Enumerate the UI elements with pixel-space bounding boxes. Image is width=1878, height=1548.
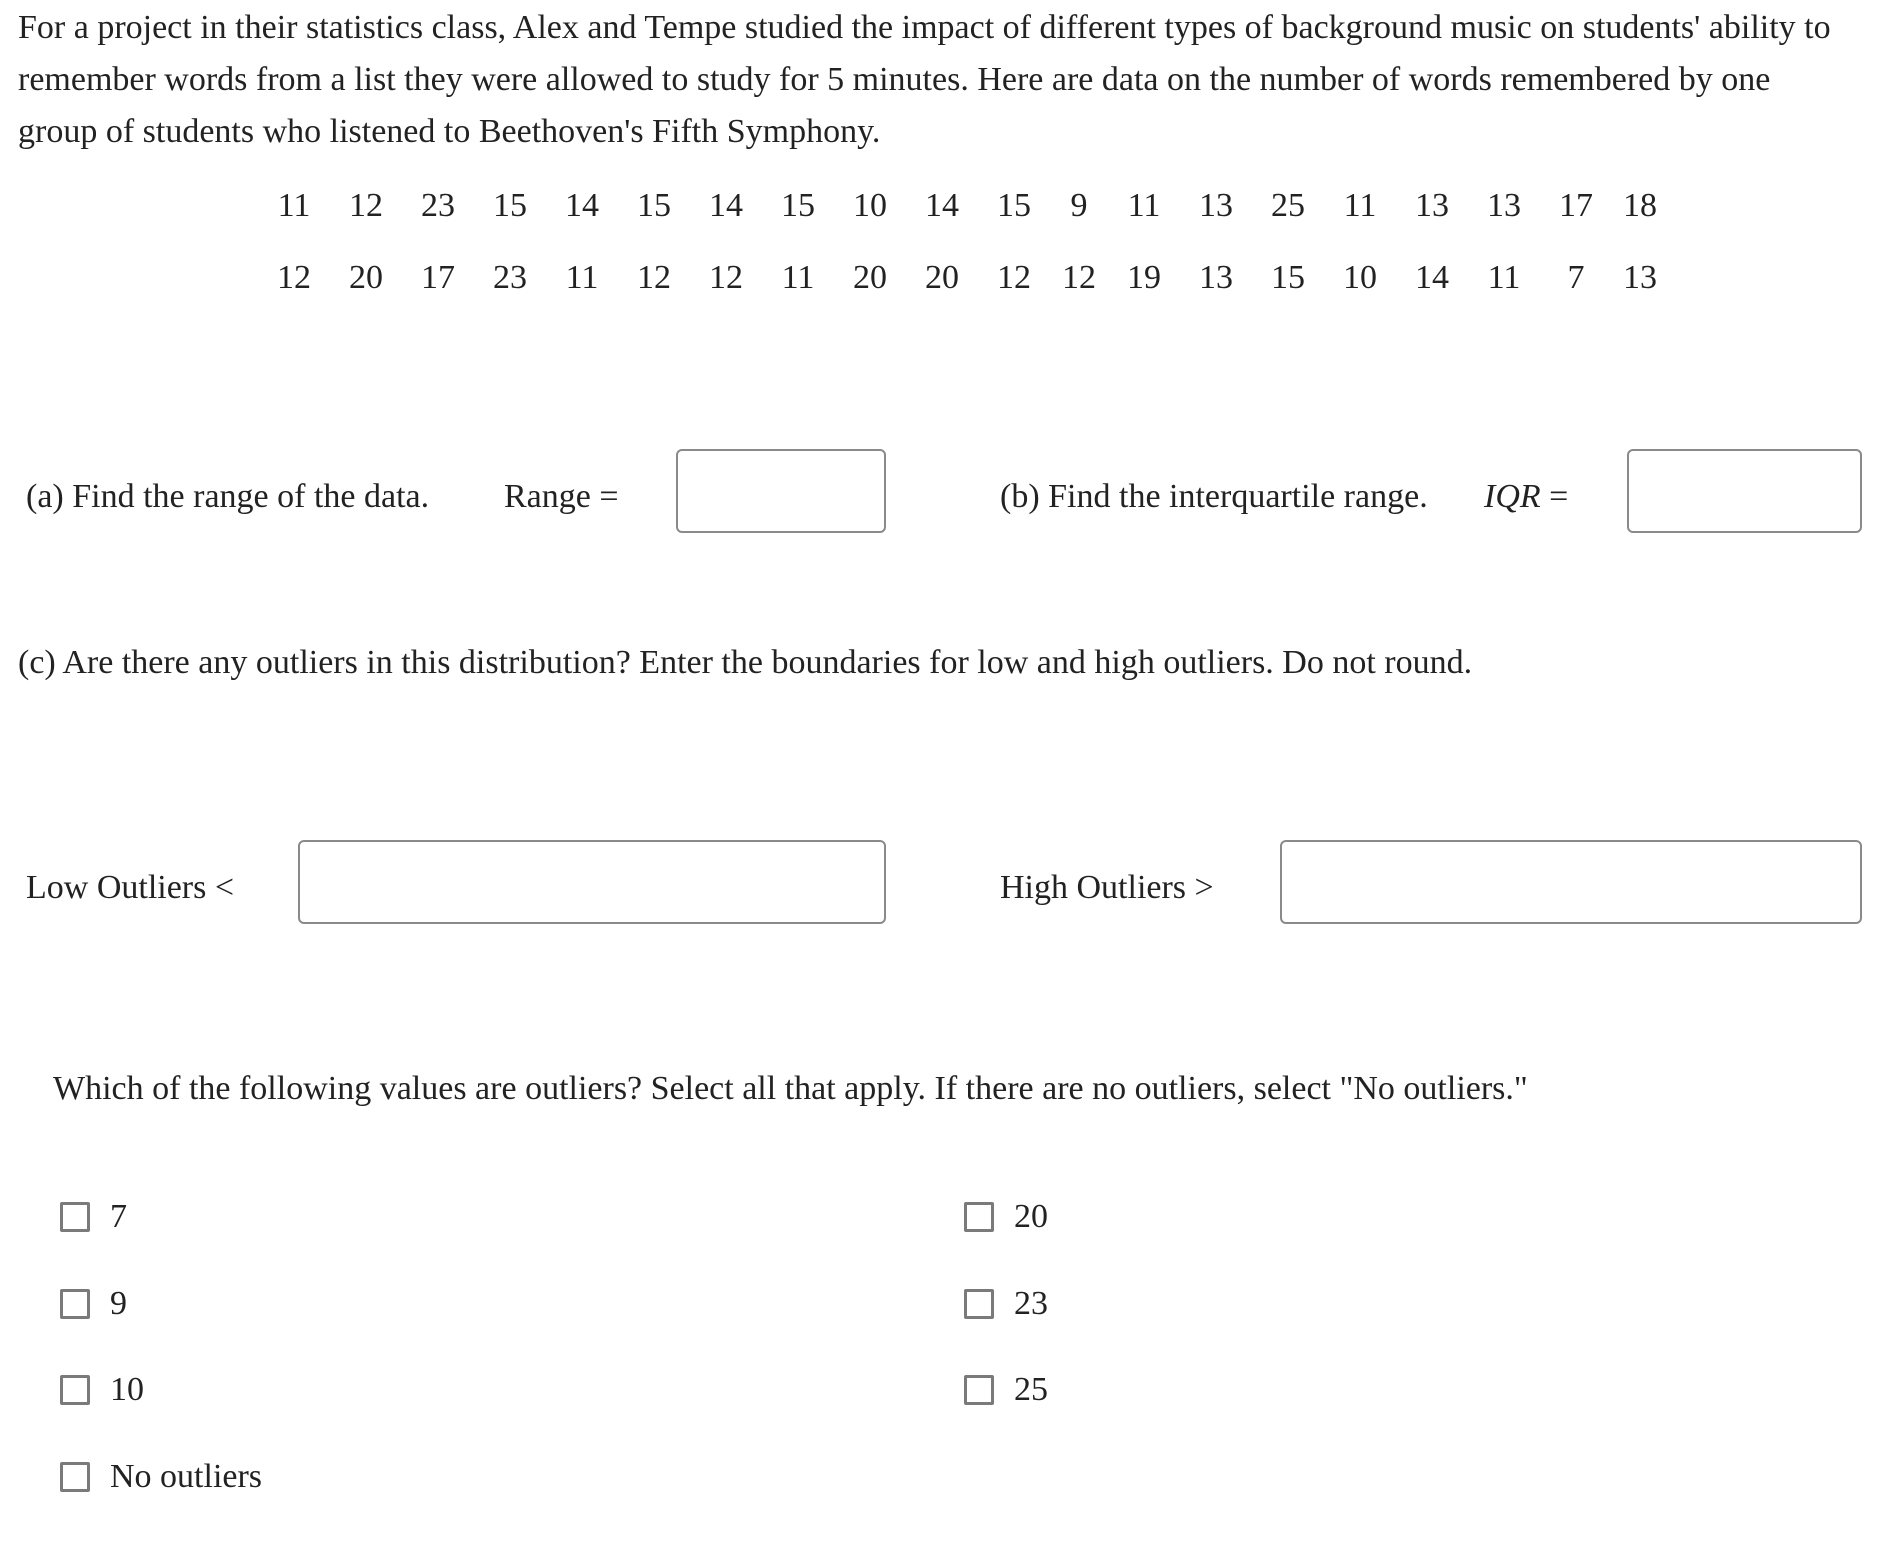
data-value: 15 [637, 187, 671, 224]
data-value: 12 [709, 259, 743, 296]
checkbox[interactable] [60, 1202, 90, 1232]
iqr-prompt: (b) Find the interquartile range. [1000, 478, 1428, 515]
high-outliers-input[interactable] [1280, 840, 1862, 924]
data-value: 15 [997, 187, 1031, 224]
data-value: 12 [997, 259, 1031, 296]
checkbox[interactable] [964, 1202, 994, 1232]
low-outliers-input[interactable] [298, 840, 886, 924]
option-label: 10 [110, 1371, 144, 1408]
range-prompt: (a) Find the range of the data. [26, 478, 430, 515]
data-row [258, 170, 1668, 242]
data-table [258, 170, 1668, 314]
data-value: 25 [1271, 187, 1305, 224]
data-value: 11 [1127, 187, 1161, 224]
data-value: 11 [277, 187, 311, 224]
option-20[interactable] [964, 1197, 1048, 1237]
checkbox[interactable] [60, 1462, 90, 1492]
option-label: 23 [1014, 1285, 1048, 1322]
data-value: 15 [781, 187, 815, 224]
data-value: 12 [277, 259, 311, 296]
data-value: 13 [1199, 259, 1233, 296]
iqr-input[interactable] [1627, 449, 1862, 533]
data-value: 14 [709, 187, 743, 224]
data-value: 20 [853, 259, 887, 296]
data-value: 12 [349, 187, 383, 224]
data-value: 13 [1199, 187, 1233, 224]
option-10[interactable] [60, 1370, 144, 1410]
option-no-outliers[interactable] [60, 1457, 262, 1497]
high-outliers-label: High Outliers > [1000, 869, 1214, 906]
data-value: 17 [421, 259, 455, 296]
data-value: 7 [1567, 259, 1585, 296]
iqr-label-eq: = [1540, 478, 1569, 515]
range-label: Range = [504, 478, 619, 515]
data-value: 11 [781, 259, 815, 296]
option-9[interactable] [60, 1284, 127, 1324]
option-label: 7 [110, 1198, 127, 1235]
outlier-boundary-prompt: (c) Are there any outliers in this distribution? Enter the boundaries for low and high outliers. Do not round. [18, 644, 1473, 681]
option-label: 20 [1014, 1198, 1048, 1235]
option-label: No outliers [110, 1458, 263, 1495]
checkbox[interactable] [964, 1375, 994, 1405]
data-value: 9 [1070, 187, 1088, 224]
data-value: 23 [421, 187, 455, 224]
data-value: 10 [1343, 259, 1377, 296]
outlier-select-prompt: Which of the following values are outliers? Select all that apply. If there are no outliers, select "No outliers." [53, 1070, 1528, 1107]
problem-intro: For a project in their statistics class, Alex and Tempe studied the impact of different types of background music on students' ability to remember words from a list they were allowed to study for 5 minutes. Here are data on the number of words remembered by one group of students who listened to Beethoven's Fifth Symphony. [18, 9, 1831, 150]
option-label: 25 [1014, 1371, 1048, 1408]
data-value: 10 [853, 187, 887, 224]
data-row [258, 242, 1668, 314]
data-value: 17 [1559, 187, 1593, 224]
data-value: 23 [493, 259, 527, 296]
data-value: 19 [1127, 259, 1161, 296]
checkbox[interactable] [60, 1289, 90, 1319]
range-input[interactable] [676, 449, 886, 533]
data-value: 12 [1062, 259, 1096, 296]
option-23[interactable] [964, 1284, 1048, 1324]
data-value: 11 [565, 259, 599, 296]
option-25[interactable] [964, 1370, 1048, 1410]
data-value: 20 [349, 259, 383, 296]
data-value: 15 [493, 187, 527, 224]
iqr-label [1484, 477, 1568, 517]
checkbox[interactable] [964, 1289, 994, 1319]
data-value: 14 [1415, 259, 1449, 296]
option-7[interactable] [60, 1197, 127, 1237]
data-value: 13 [1487, 187, 1521, 224]
option-label: 9 [110, 1285, 127, 1322]
data-value: 13 [1415, 187, 1449, 224]
data-value: 11 [1487, 259, 1521, 296]
data-value: 14 [565, 187, 599, 224]
iqr-label-var: IQR [1484, 478, 1541, 515]
low-outliers-label: Low Outliers < [26, 869, 235, 906]
data-value: 15 [1271, 259, 1305, 296]
data-value: 20 [925, 259, 959, 296]
data-value: 18 [1623, 187, 1657, 224]
data-value: 12 [637, 259, 671, 296]
data-value: 11 [1343, 187, 1377, 224]
data-value: 14 [925, 187, 959, 224]
data-value: 13 [1623, 259, 1657, 296]
checkbox[interactable] [60, 1375, 90, 1405]
